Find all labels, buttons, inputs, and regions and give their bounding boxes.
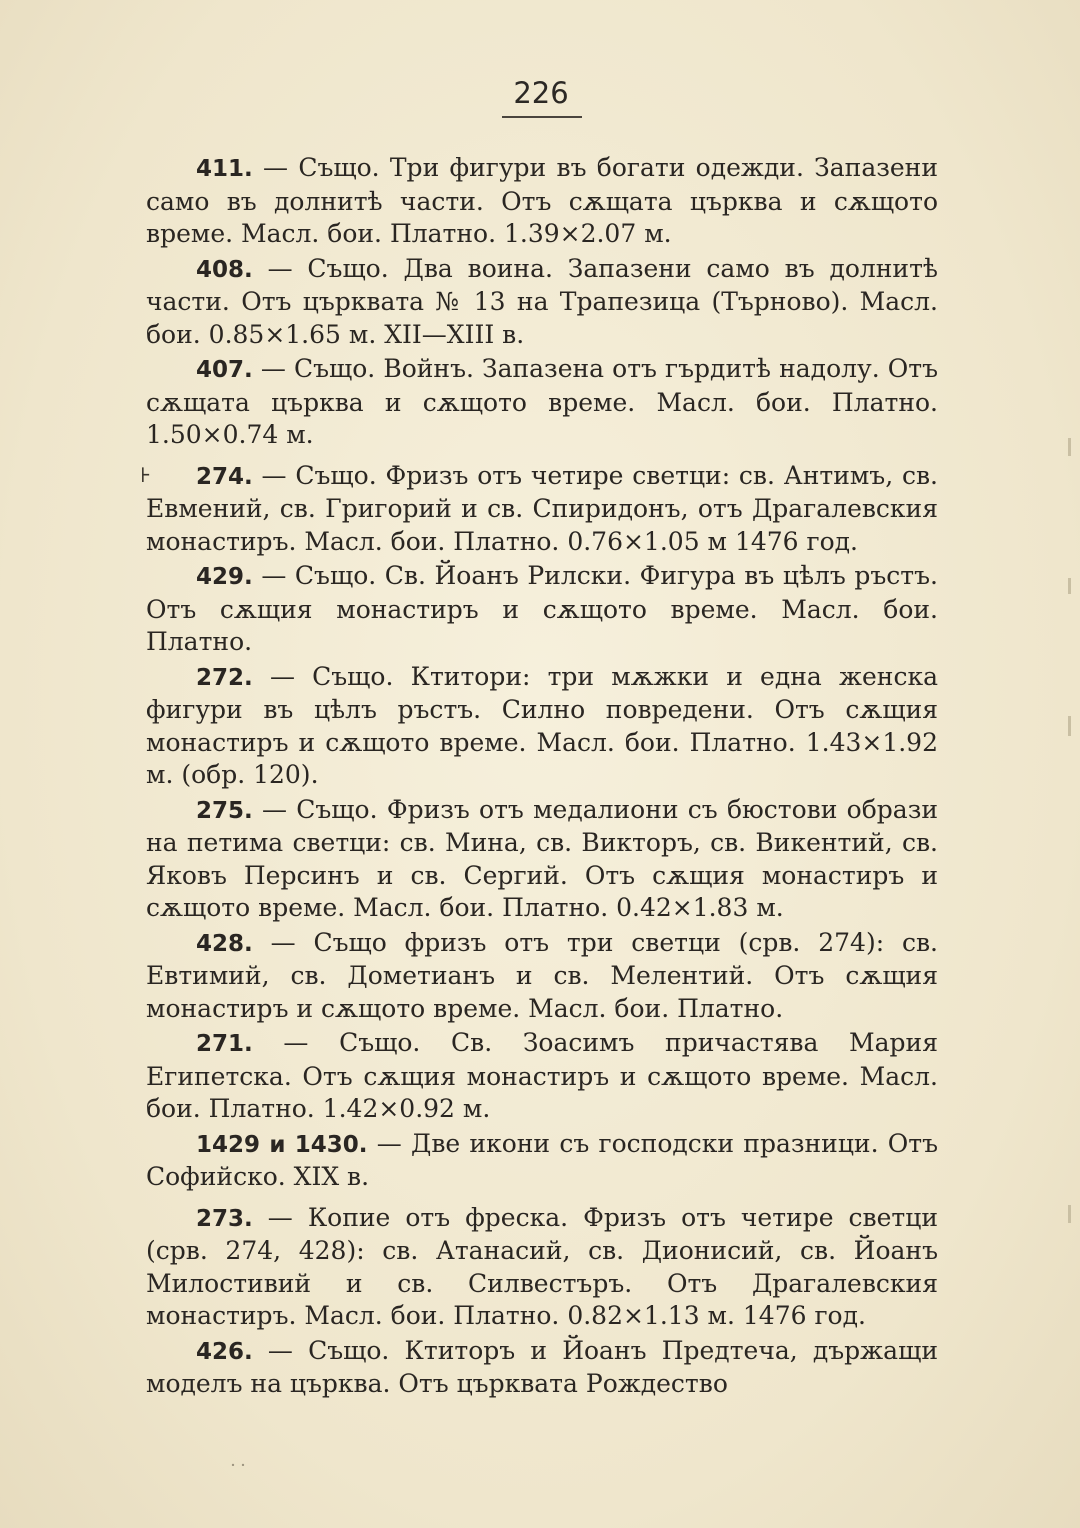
catalog-entry-407 <box>146 353 938 452</box>
entry-text: — Също фризъ отъ три светци (срв. 274): св. Евтимий, св. Дометианъ и св. Мелентий. Отъ сѫщия монастиръ и сѫщото време. Масл. бои. Платно. <box>146 927 938 1023</box>
catalog-entry-274 <box>146 460 938 559</box>
catalog-entry-273 <box>146 1202 938 1333</box>
entry-text: — Също. Два воина. Запазени само въ долнитѣ части. Отъ църквата № 13 на Трапезица (Търново). Масл. бои. 0.85×1.65 м. XII—XIII в. <box>146 253 938 349</box>
entry-number: 275. <box>196 797 253 824</box>
catalog-entry-1429-1430 <box>146 1128 938 1194</box>
entry-number: 272. <box>196 664 253 691</box>
edge-mark <box>1068 578 1071 594</box>
page-number-rule <box>502 116 582 118</box>
entry-number: 271. <box>196 1031 253 1057</box>
entry-number: 274. <box>196 463 253 490</box>
entry-text: — Също. Св. Йоанъ Рилски. Фигура въ цѣлъ ръстъ. Отъ сѫщия монастиръ и сѫщото време. Масл. бои. Платно. <box>146 561 938 656</box>
edge-mark <box>1068 716 1071 736</box>
entry-number: 426. <box>196 1338 253 1365</box>
entry-text: — Също. Войнъ. Запазена отъ гърдитѣ надолу. Отъ сѫщата църква и сѫщото време. Масл. бои. Платно. 1.50×0.74 м. <box>146 354 938 449</box>
entry-text: — Копие отъ фреска. Фризъ отъ четире светци (срв. 274, 428): св. Атанасий, св. Дионисий, св. Йоанъ Милостивий и св. Силвестъръ. Отъ Драгалевския монастиръ. Масл. бои. Платно. 0.82×1.13 м. 1476 год. <box>146 1202 938 1330</box>
catalog-entry-408 <box>146 253 938 352</box>
edge-mark <box>1068 438 1071 456</box>
entry-number: 411. <box>196 156 253 182</box>
footer-smudge: ˙˙ <box>228 1460 248 1484</box>
margin-mark: ⊦ <box>140 463 152 487</box>
catalog-entry-271 <box>146 1027 938 1126</box>
entry-text: — Също. Св. Зоасимъ причастява Мария Египетска. Отъ сѫщия монастиръ и сѫщото време. Масл. бои. Платно. 1.42×0.92 м. <box>146 1028 938 1123</box>
catalog-entry-429 <box>146 560 938 659</box>
catalog-entry-411 <box>146 152 938 251</box>
catalog-text <box>146 152 938 1403</box>
entry-number: 273. <box>196 1205 253 1232</box>
entry-number: 1429 и 1430. <box>196 1131 368 1158</box>
page-number: 226 <box>513 76 569 110</box>
entry-text: — Две икони съ господски празници. Отъ Софийско. XIX в. <box>146 1128 938 1191</box>
catalog-entry-426 <box>146 1335 938 1401</box>
entry-text: — Също. Три фигури въ богати одежди. Запазени само въ долнитѣ части. Отъ сѫщата църква и сѫщото време. Масл. бои. Платно. 1.39×2.07 м. <box>146 153 938 248</box>
entry-text: — Също. Ктитори: три мѫжки и една женска фигури въ цѣлъ ръстъ. Силно повредени. Отъ сѫщия монастиръ и сѫщото време. Масл. бои. Платно. 1.43×1.92 м. (обр. 120). <box>146 661 938 789</box>
edge-mark <box>1068 1205 1071 1223</box>
entry-number: 429. <box>196 564 253 590</box>
entry-text: — Също. Ктиторъ и Йоанъ Предтеча, държащи моделъ на църква. Отъ църквата Рождество <box>146 1335 938 1398</box>
catalog-entry-275 <box>146 794 938 925</box>
catalog-entry-428 <box>146 927 938 1026</box>
entry-number: 407. <box>196 357 253 383</box>
catalog-entry-272 <box>146 661 938 792</box>
entry-text: — Също. Фризъ отъ четире светци: св. Антимъ, св. Евмений, св. Григорий и св. Спиридонъ, отъ Драгалевския монастиръ. Масл. бои. Платно. 0.76×1.05 м 1476 год. <box>146 460 938 556</box>
entry-number: 408. <box>196 256 253 283</box>
entry-number: 428. <box>196 930 253 957</box>
entry-text: — Също. Фризъ отъ медалиони съ бюстови образи на петима светци: св. Мина, св. Викторъ, св. Викентий, св. Яковъ Персинъ и св. Сергий. Отъ сѫщия монастиръ и сѫщото време. Масл. бои. Платно. 0.42×1.83 м. <box>146 794 938 922</box>
